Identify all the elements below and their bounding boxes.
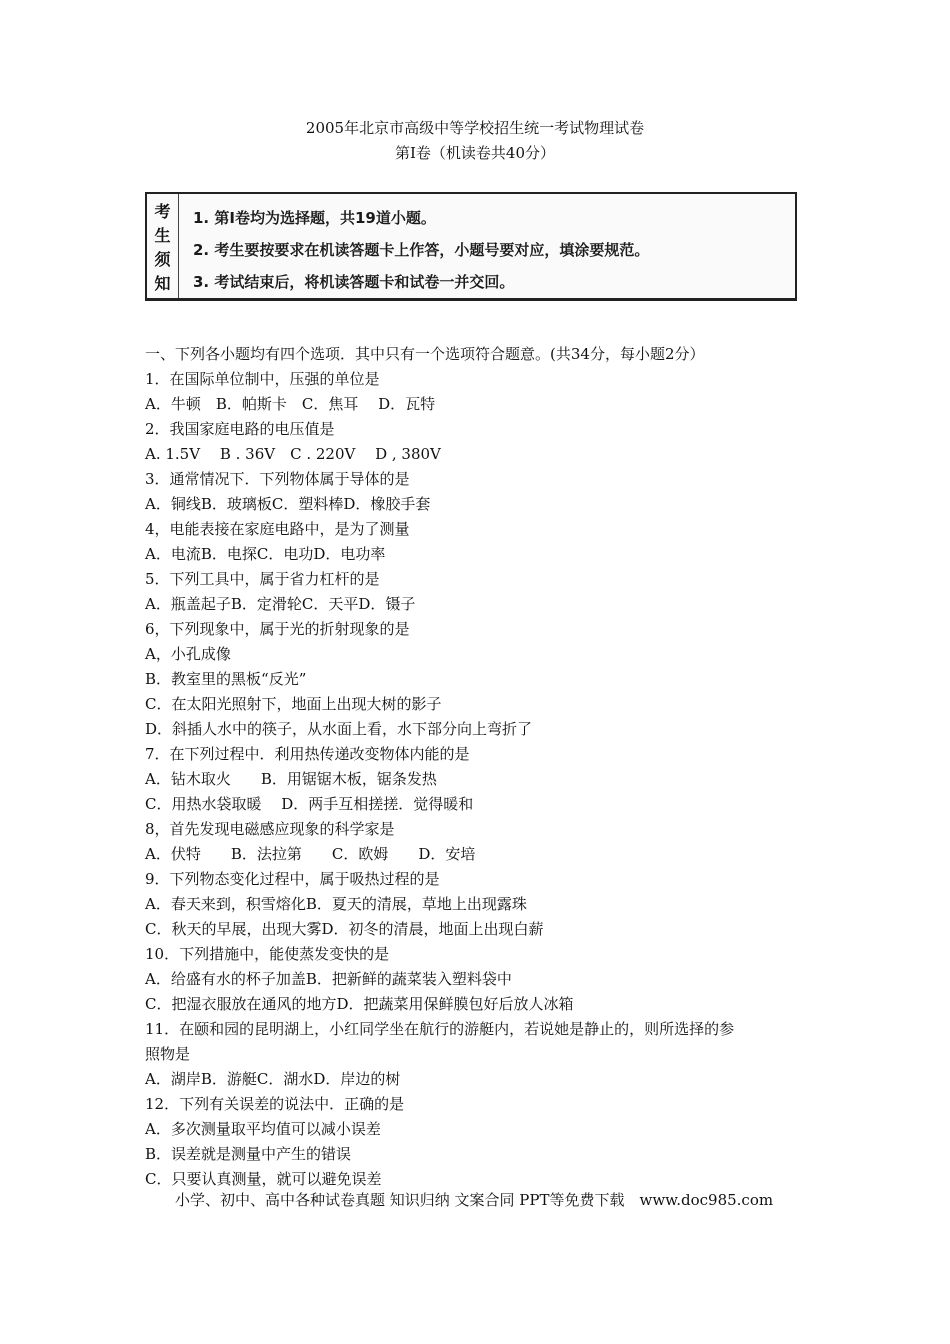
option-line: C．秋天的早展，出现大雾D．初冬的清晨，地面上出现白薪	[145, 920, 544, 938]
option-line: A．电流B．电探C．电功D．电功率	[145, 545, 386, 563]
question-line: 10．下列措施中，能使蒸发变快的是	[145, 945, 390, 963]
option-line: A．湖岸B．游艇C．湖水D．岸边的树	[145, 1070, 401, 1088]
question-line: 3．通常情况下．下列物体属于导体的是	[145, 470, 410, 488]
notice-label-char: 知	[154, 273, 171, 293]
option-line: A. 1.5V B . 36V C . 220V D , 380V	[145, 445, 441, 463]
option-line: A．春天来到，积雪熔化B．夏天的清展，草地上出现露珠	[145, 895, 527, 913]
question-line-continued: 照物是	[145, 1045, 191, 1063]
candidate-notice-box	[145, 192, 797, 301]
notice-items	[193, 202, 787, 298]
question-line: 12．下列有关误差的说法中．正确的是	[145, 1095, 405, 1113]
notice-item: 2. 考生要按要求在机读答题卡上作答，小题号要对应，填涂要规范。	[193, 241, 650, 259]
notice-label-char: 须	[154, 249, 171, 269]
question-line: 6，下列现象中，属于光的折射现象的是	[145, 620, 410, 638]
exam-title: 2005年北京市高级中等学校招生统一考试物理试卷	[305, 119, 645, 137]
footer-watermark: 小学、初中、高中各种试卷真题 知识归纳 文案合同 PPT等免费下载 www.doc985.com	[175, 1191, 774, 1209]
option-line: B．教室里的黑板“反光”	[145, 670, 307, 688]
option-line: A．多次测量取平均值可以减小误差	[145, 1120, 381, 1138]
question-line: 5．下列工具中，属于省力杠杆的是	[145, 570, 380, 588]
option-line: B．误差就是测量中产生的错误	[145, 1145, 352, 1163]
question-line: 8，首先发现电磁感应现象的科学家是	[145, 820, 395, 838]
notice-item: 1. 第Ⅰ卷均为选择题，共19道小题。	[193, 209, 436, 227]
option-line: A．铜线B．玻璃板C．塑料棒D．橡胶手套	[145, 495, 431, 513]
option-line: C．把湿衣服放在通风的地方D．把蔬菜用保鲜膜包好后放人冰箱	[145, 995, 574, 1013]
option-line: D．斜插人水中的筷子，从水面上看，水下部分向上弯折了	[145, 720, 533, 738]
notice-label-char: 考	[154, 201, 171, 221]
option-line: A．伏特 B．法拉第 C．欧姆 D．安培	[145, 845, 476, 863]
question-line: 9．下列物态变化过程中，属于吸热过程的是	[145, 870, 440, 888]
option-line: A．瓶盖起子B．定滑轮C．天平D．镊子	[145, 595, 416, 613]
option-line: C．只要认真测量，就可以避免误差	[145, 1170, 382, 1188]
question-body	[145, 342, 815, 1192]
notice-label	[147, 194, 179, 298]
option-line: A，小孔成像	[145, 645, 231, 663]
section-heading: 一、下列各小题均有四个选项．其中只有一个选项符合题意。(共34分，每小题2分）	[145, 345, 705, 363]
option-line: C．在太阳光照射下，地面上出现大树的影子	[145, 695, 442, 713]
option-line: A．给盛有水的杯子加盖B．把新鲜的蔬菜装入塑料袋中	[145, 970, 512, 988]
question-line: 2．我国家庭电路的电压值是	[145, 420, 335, 438]
notice-item: 3. 考试结束后，将机读答题卡和试卷一并交回。	[193, 273, 515, 291]
notice-label-char: 生	[154, 225, 171, 245]
exam-subtitle: 第I卷（机读卷共40分）	[394, 144, 555, 162]
question-line: 7．在下列过程中．利用热传递改变物体内能的是	[145, 745, 470, 763]
question-line: 11．在颐和园的昆明湖上，小红同学坐在航行的游艇内，若说她是静止的，则所选择的参	[145, 1020, 735, 1038]
option-line: A．牛顿 B．帕斯卡 C．焦耳 D．瓦特	[145, 395, 436, 413]
question-line: 1．在国际单位制中，压强的单位是	[145, 370, 380, 388]
question-line: 4，电能表接在家庭电路中，是为了测量	[145, 520, 410, 538]
option-line: A．钻木取火 B．用锯锯木板，锯条发热	[145, 770, 437, 788]
option-line: C．用热水袋取暖 D．两手互相搓搓．觉得暖和	[145, 795, 474, 813]
